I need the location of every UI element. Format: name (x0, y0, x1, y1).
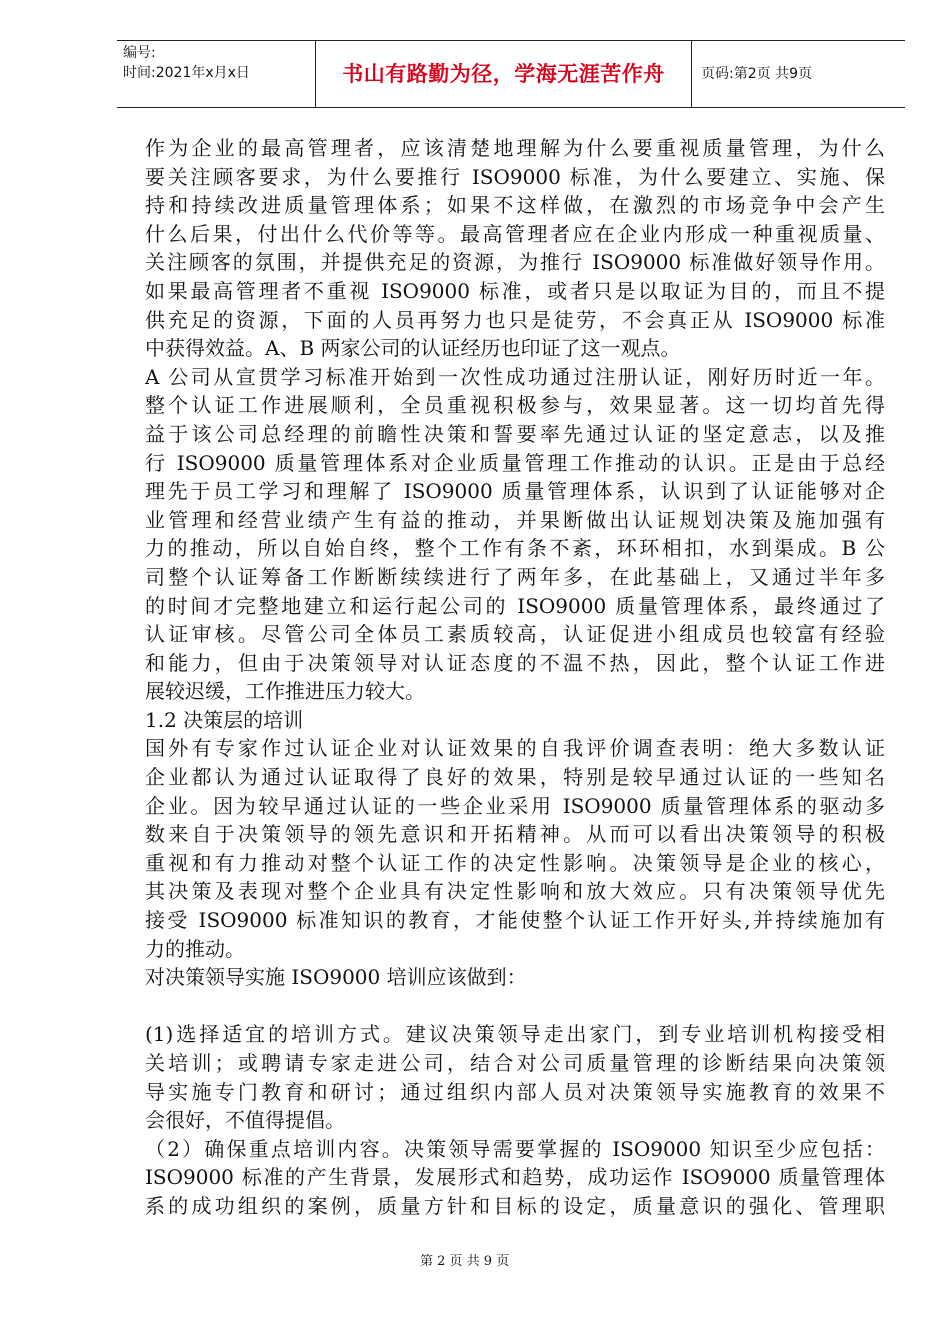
text-line: 关注顾客的氛围，并提供充足的资源，为推行 ISO9000 标准做好领导作用。 (145, 250, 885, 275)
page-header (117, 40, 905, 108)
text-line: 其决策及表现对整个企业具有决定性影响和放大效应。只有决策领导优先 (145, 879, 885, 904)
text-line: 关培训；或聘请专家走进公司，结合对公司质量管理的诊断结果向决策领 (145, 1051, 885, 1075)
text-line: 企业都认为通过认证取得了良好的效果，特别是较早通过认证的一些知名 (145, 765, 885, 790)
text-line: 系的成功组织的案例，质量方针和目标的设定，质量意识的强化、管理职 (145, 1193, 885, 1218)
header-motto: 书山有路勤为径，学海无涯苦作舟 (342, 62, 665, 86)
header-time-label: 时间:2021年x月x日 (123, 65, 250, 81)
text-line: (1)选择适宜的培训方式。建议决策领导走出家门，到专业培训机构接受相 (145, 1022, 885, 1047)
text-line: 中获得效益。A、B 两家公司的认证经历也印证了这一观点。 (145, 336, 681, 361)
text-line: ISO9000 标准的产生背景，发展形式和趋势，成功运作 ISO9000 质量管理体 (145, 1165, 885, 1190)
text-line: 导实施专门教育和研讨；通过组织内部人员对决策领导实施教育的效果不 (145, 1079, 885, 1104)
text-line: 司整个认证筹备工作断断续续进行了两年多，在此基础上，又通过半年多 (145, 564, 885, 589)
text-line: 整个认证工作进展顺利，全员重视积极参与，效果显著。这一切均首先得 (145, 393, 885, 418)
text-line: 对决策领导实施 ISO9000 培训应该做到： (145, 965, 527, 990)
text-line: 的时间才完整地建立和运行起公司的 ISO9000 质量管理体系，最终通过了 (145, 593, 885, 618)
text-line: 和能力，但由于决策领导对认证态度的不温不热，因此，整个认证工作进 (145, 650, 885, 675)
text-line: 重视和有力推动对整个认证工作的决定性影响。决策领导是企业的核心， (145, 850, 885, 875)
text-line: 接受 ISO9000 标准知识的教育，才能使整个认证工作开好头,并持续施加有 (145, 908, 885, 933)
text-line: 国外有专家作过认证企业对认证效果的自我评价调查表明：绝大多数认证 (145, 736, 885, 761)
text-line: 业管理和经营业绩产生有益的推动，并果断做出认证规划决策及施加强有 (145, 507, 885, 532)
text-line: 作为企业的最高管理者，应该清楚地理解为什么要重视质量管理，为什么 (145, 136, 885, 160)
text-line: 数来自于决策领导的领先意识和开拓精神。从而可以看出决策领导的积极 (145, 822, 885, 847)
text-line: 要关注顾客要求，为什么要推行 ISO9000 标准，为什么要建立、实施、保 (145, 164, 885, 189)
text-line: 益于该公司总经理的前瞻性决策和誓要率先通过认证的坚定意志，以及推 (145, 421, 885, 446)
text-line: 供充足的资源，下面的人员再努力也只是徒劳，不会真正从 ISO9000 标准 (145, 307, 885, 332)
text-line: 认证审核。尽管公司全体员工素质较高，认证促进小组成员也较富有经验 (145, 622, 885, 647)
blank-line (145, 992, 885, 1021)
text-line: 企业。因为较早通过认证的一些企业采用 ISO9000 质量管理体系的驱动多 (145, 793, 885, 818)
text-line: （2）确保重点培训内容。决策领导需要掌握的 ISO9000 知识至少应包括： (145, 1136, 885, 1161)
text-line: 力的推动，所以自始自终，整个工作有条不紊，环环相扣，水到渠成。B 公 (145, 536, 885, 561)
header-number-label: 编号: (123, 45, 156, 61)
header-page-label: 页码:第2页 共9页 (701, 66, 812, 82)
section-heading: 1.2 决策层的培训 (145, 707, 304, 732)
text-line: 行 ISO9000 质量管理体系对企业质量管理工作推动的认识。正是由于总经 (145, 450, 885, 475)
page-footer: 第 2 页 共 9 页 (420, 1254, 510, 1269)
header-divider (691, 41, 692, 107)
document-body (145, 134, 885, 1221)
text-line: 持和持续改进质量管理体系；如果不这样做，在激烈的市场竞争中会产生 (145, 193, 885, 218)
text-line: A 公司从宣贯学习标准开始到一次性成功通过注册认证，刚好历时近一年。 (145, 364, 885, 389)
text-line: 如果最高管理者不重视 ISO9000 标准，或者只是以取证为目的，而且不提 (145, 278, 885, 303)
text-line: 会很好，不值得提倡。 (145, 1108, 345, 1133)
text-line: 展较迟缓，工作推进压力较大。 (145, 679, 425, 704)
text-line: 理先于员工学习和理解了 ISO9000 质量管理体系，认识到了认证能够对企 (145, 479, 885, 504)
header-meta (123, 43, 315, 83)
text-line: 力的推动。 (145, 936, 245, 961)
text-line: 什么后果，付出什么代价等等。最高管理者应在企业内形成一种重视质量、 (145, 221, 885, 246)
